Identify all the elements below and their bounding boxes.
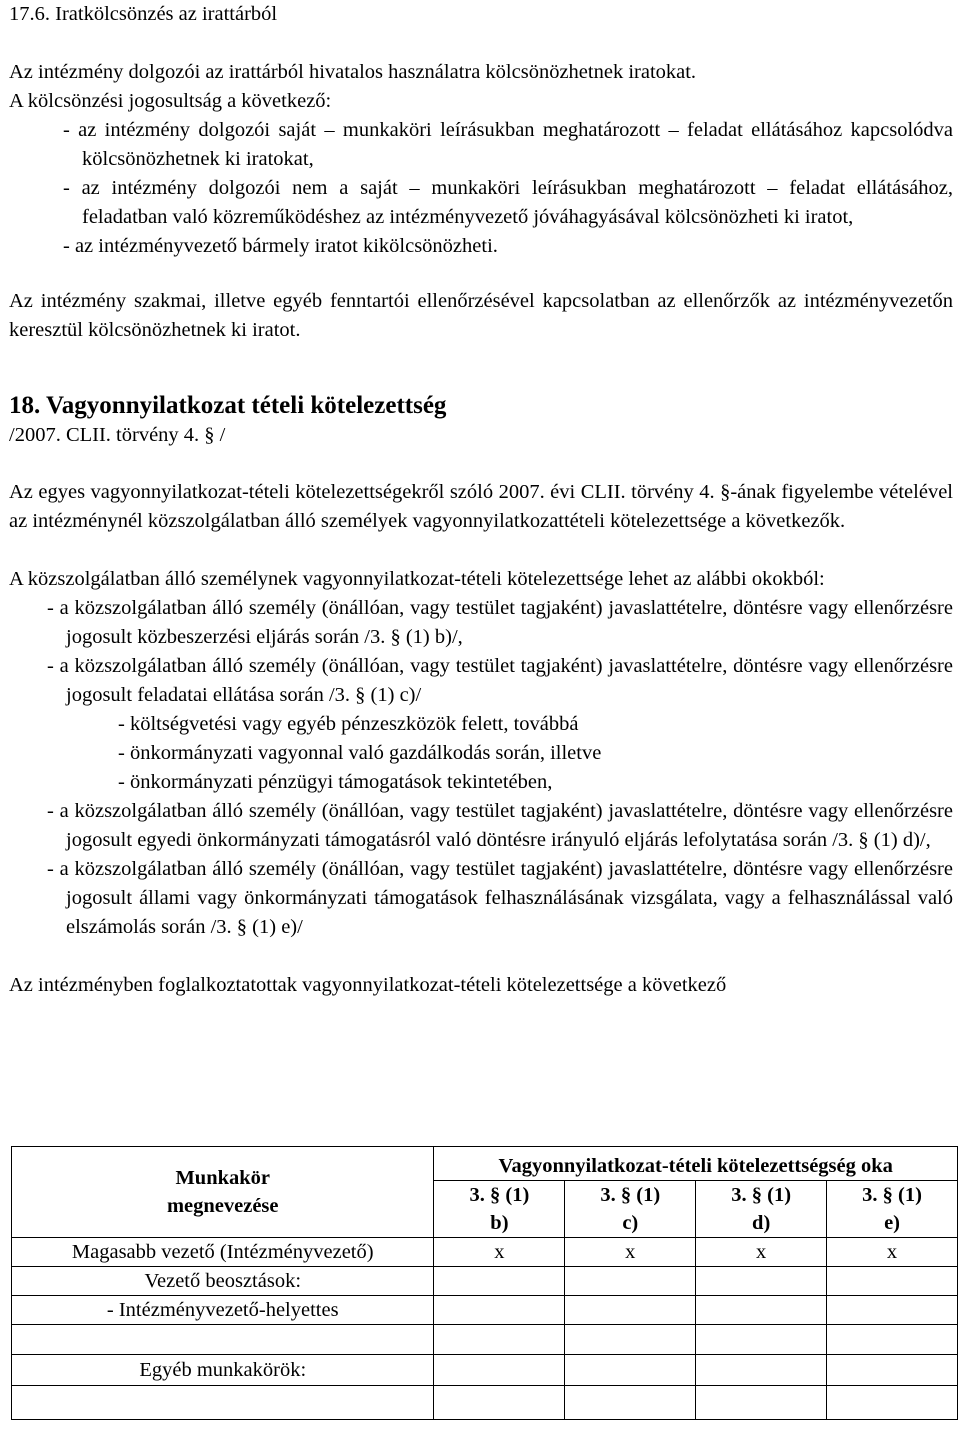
table-row bbox=[12, 1238, 958, 1267]
table-cell-mark bbox=[434, 1355, 565, 1386]
document-page bbox=[9, 0, 953, 1000]
table-cell-mark: x bbox=[565, 1238, 696, 1267]
section-17-6-paragraph-2: A kölcsönzési jogosultság a következő: bbox=[9, 90, 332, 112]
section-18-intro: Az egyes vagyonnyilatkozat-tételi kötelezettségekről szóló 2007. évi CLII. törvény 4. §-ának figyelembe vételével az intézménynél közszolgálatban álló személyek vagyonnyilatkozattételi kötelezettsége a következők. bbox=[9, 481, 953, 532]
table-cell-role: Vezető beosztások: bbox=[12, 1267, 434, 1296]
table-cell-mark bbox=[827, 1386, 958, 1420]
reason-d: - a közszolgálatban álló személy (önállóan, vagy testület tagjaként) javaslattételre, döntésre vagy ellenőrzésre jogosult egyedi önkormányzati támogatásról való döntésre irányuló eljárás lefolytatása során /3. § (1) d)/, bbox=[47, 800, 953, 851]
table-cell-role: Magasabb vezető (Intézményvezető) bbox=[12, 1238, 434, 1267]
table-cell-mark bbox=[696, 1355, 827, 1386]
table-cell-role bbox=[12, 1325, 434, 1355]
reason-b: - a közszolgálatban álló személy (önállóan, vagy testület tagjaként) javaslattételre, döntésre vagy ellenőrzésre jogosult közbeszerzési eljárás során /3. § (1) b)/, bbox=[47, 597, 953, 648]
table-row bbox=[12, 1296, 958, 1325]
reason-e: - a közszolgálatban álló személy (önállóan, vagy testület tagjaként) javaslattételre, döntésre vagy ellenőrzésre jogosult állami vagy önkormányzati támogatások felhasználásának vizsgálata, vagy a felhasználással való elszámolás során /3. § (1) e)/ bbox=[47, 858, 953, 938]
table-cell-mark bbox=[434, 1386, 565, 1420]
table-cell-mark bbox=[696, 1386, 827, 1420]
table-cell-mark bbox=[565, 1325, 696, 1355]
table-col-header-c: 3. § (1) c) bbox=[565, 1181, 696, 1238]
section-17-6-paragraph-3: Az intézmény szakmai, illetve egyéb fenntartói ellenőrzésével kapcsolatban az ellenőrzők az intézményvezetőn keresztül kölcsönözhetnek ki iratot. bbox=[9, 290, 953, 341]
section-17-6-heading: 17.6. Iratkölcsönzés az irattárból bbox=[9, 3, 278, 25]
table-cell-mark bbox=[827, 1267, 958, 1296]
table-cell-mark: x bbox=[434, 1238, 565, 1267]
table-cell-mark bbox=[565, 1386, 696, 1420]
reason-c-sub-item: - önkormányzati pénzügyi támogatások tekintetében, bbox=[118, 771, 553, 793]
table-cell-role: - Intézményvezető-helyettes bbox=[12, 1296, 434, 1325]
table-header-role: Munkakör megnevezése bbox=[12, 1147, 434, 1238]
reason-c-sub-item: - önkormányzati vagyonnal való gazdálkodás során, illetve bbox=[118, 742, 602, 764]
table-header-reason: Vagyonnyilatkozat-tételi kötelezettségség oka bbox=[434, 1147, 958, 1181]
list-item: - az intézmény dolgozói saját – munkaköri leírásukban meghatározott – feladat ellátásához kapcsolódva kölcsönözhetnek ki iratokat, bbox=[63, 119, 953, 170]
table-col-header-b: 3. § (1) b) bbox=[434, 1181, 565, 1238]
table-cell-role: Egyéb munkakörök: bbox=[12, 1355, 434, 1386]
table-row bbox=[12, 1386, 958, 1420]
table-cell-mark: x bbox=[827, 1238, 958, 1267]
law-reference: /2007. CLII. törvény 4. § / bbox=[9, 424, 226, 446]
table-cell-role bbox=[12, 1386, 434, 1420]
list-item: - az intézmény dolgozói nem a saját – munkaköri leírásukban meghatározott – feladat ellátásához, feladatban való közreműködéshez az intézményvezető jóváhagyásával kölcsönözheti ki iratot, bbox=[63, 177, 953, 228]
reason-c: - a közszolgálatban álló személy (önállóan, vagy testület tagjaként) javaslattételre, döntésre vagy ellenőrzésre jogosult feladatai ellátása során /3. § (1) c)/ bbox=[47, 655, 953, 706]
list-item: - az intézményvezető bármely iratot kikölcsönözheti. bbox=[63, 235, 498, 257]
table-row bbox=[12, 1355, 958, 1386]
obligation-table bbox=[11, 1146, 958, 1420]
reasons-intro: A közszolgálatban álló személynek vagyonnyilatkozat-tételi kötelezettsége lehet az alábbi okokból: bbox=[9, 568, 825, 590]
table-cell-mark bbox=[696, 1267, 827, 1296]
table-row bbox=[12, 1267, 958, 1296]
table-cell-mark bbox=[434, 1267, 565, 1296]
table-cell-mark bbox=[565, 1296, 696, 1325]
table-row bbox=[12, 1325, 958, 1355]
table-col-header-d: 3. § (1) d) bbox=[696, 1181, 827, 1238]
table-cell-mark bbox=[827, 1296, 958, 1325]
table-col-header-e: 3. § (1) e) bbox=[827, 1181, 958, 1238]
table-cell-mark bbox=[696, 1296, 827, 1325]
table-cell-mark bbox=[696, 1325, 827, 1355]
table-cell-mark bbox=[565, 1355, 696, 1386]
table-cell-mark bbox=[565, 1267, 696, 1296]
section-17-6-paragraph-1: Az intézmény dolgozói az irattárból hivatalos használatra kölcsönözhetnek iratokat. bbox=[9, 61, 697, 83]
table-cell-mark bbox=[434, 1296, 565, 1325]
table-cell-mark bbox=[827, 1355, 958, 1386]
table-intro: Az intézményben foglalkoztatottak vagyonnyilatkozat-tételi kötelezettsége a következő bbox=[9, 974, 727, 996]
section-18-heading: 18. Vagyonnyilatkozat tételi kötelezettség bbox=[9, 392, 447, 419]
table-cell-mark bbox=[827, 1325, 958, 1355]
reason-c-sub-item: - költségvetési vagy egyéb pénzeszközök felett, továbbá bbox=[118, 713, 579, 735]
table-cell-mark: x bbox=[696, 1238, 827, 1267]
table-cell-mark bbox=[434, 1325, 565, 1355]
